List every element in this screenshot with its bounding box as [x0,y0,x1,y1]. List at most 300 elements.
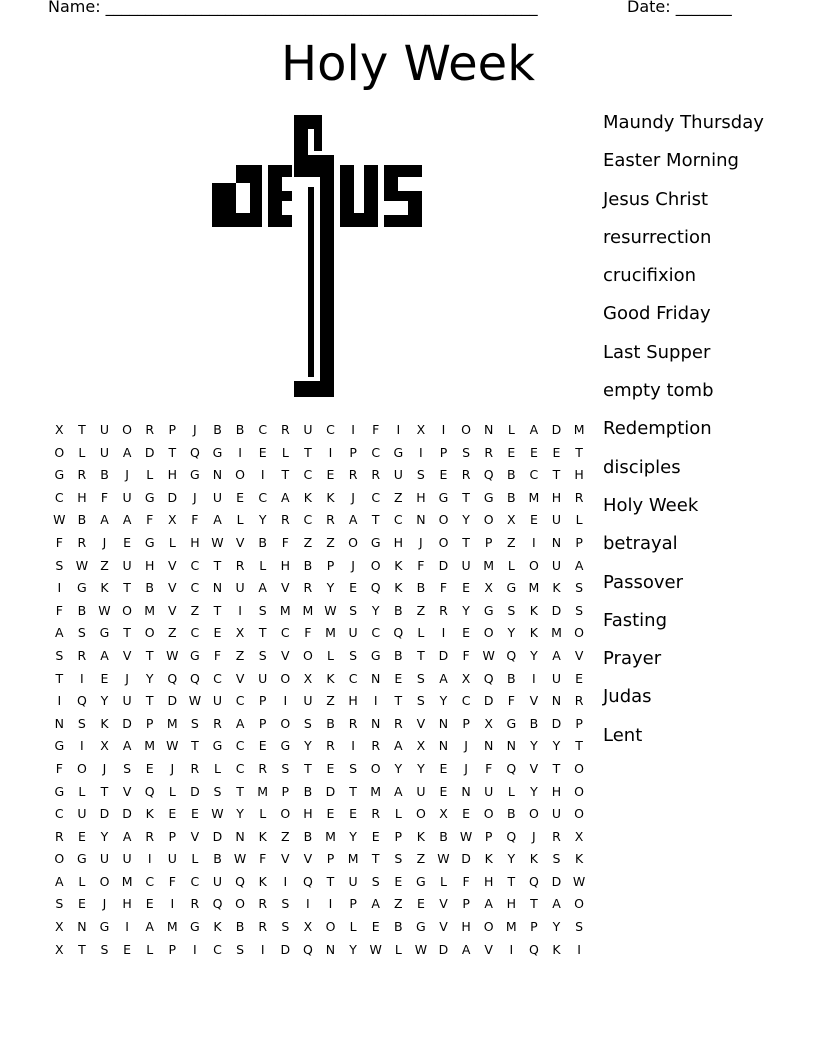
grid-letter: O [76,760,87,776]
grid-letter: E [168,806,177,822]
grid-letter: J [351,489,355,505]
grid-letter: W [98,602,111,618]
grid-letter: H [551,783,562,799]
grid-letter: O [461,422,472,437]
grid-letter: C [54,489,64,505]
grid-letter: P [484,534,493,550]
grid-letter: U [303,422,313,437]
word-bank-item: Fasting [603,609,668,631]
grid-letter: S [258,602,267,618]
grid-letter: G [54,738,65,754]
grid-letter: A [122,444,132,460]
grid-letter: Y [552,919,561,935]
grid-letter: T [552,760,561,776]
grid-letter: F [191,512,199,528]
grid-letter: K [100,580,109,596]
word-bank-item: Jesus Christ [603,188,709,210]
grid-letter: A [371,896,380,912]
grid-letter: C [235,738,245,754]
grid-letter: K [213,919,222,935]
grid-letter: K [303,489,312,505]
grid-letter: F [507,693,515,709]
grid-letter: R [393,715,403,731]
grid-letter: G [370,534,381,550]
grid-letter: S [394,851,403,867]
grid-letter: G [190,647,200,663]
grid-letter: I [306,896,310,912]
grid-letter: O [438,534,449,550]
grid-letter: X [55,941,64,957]
grid-letter: A [55,873,64,889]
grid-letter: H [348,693,358,709]
grid-letter: V [235,534,245,550]
grid-letter: Y [100,693,109,709]
grid-letter: D [122,715,132,731]
grid-letter: F [55,760,63,776]
grid-letter: I [532,670,536,686]
grid-letter: X [484,715,493,731]
grid-letter: V [574,647,584,663]
grid-letter: L [507,422,515,437]
grid-letter: W [188,693,202,709]
grid-letter: G [212,738,223,754]
grid-letter: G [54,783,65,799]
grid-letter: Z [190,602,200,618]
grid-letter: Q [212,896,223,912]
grid-letter: J [464,738,468,754]
grid-letter: U [122,489,132,505]
grid-letter: I [328,896,333,912]
grid-letter: G [190,467,200,483]
grid-letter: T [191,738,199,754]
grid-letter: M [166,919,178,935]
grid-letter: H [167,467,177,483]
grid-letter: K [258,873,267,889]
word-bank-item: empty tomb [603,380,714,402]
grid-letter: U [122,851,132,867]
grid-letter: R [326,512,335,528]
grid-letter: A [529,422,539,437]
grid-letter: X [100,738,109,754]
grid-letter: I [419,444,423,460]
grid-letter: V [281,647,290,663]
grid-letter: G [506,715,517,731]
grid-letter: I [441,625,446,641]
grid-letter: X [416,738,426,754]
grid-letter: N [325,941,336,957]
grid-letter: C [461,693,471,709]
grid-letter: J [193,422,197,437]
grid-letter: M [347,851,359,867]
grid-letter: A [100,647,109,663]
grid-letter: U [551,670,562,686]
grid-letter: P [575,534,583,550]
grid-letter: D [280,941,291,957]
grid-letter: B [439,828,448,844]
grid-letter: M [144,738,156,754]
grid-letter: L [78,873,86,889]
grid-letter: R [190,896,200,912]
grid-letter: G [438,489,449,505]
grid-letter: L [168,534,176,550]
word-bank [603,111,764,762]
grid-letter: C [190,873,200,889]
grid-letter: K [416,828,425,844]
grid-letter: C [326,422,335,437]
grid-letter: B [303,783,313,799]
grid-letter: D [325,783,336,799]
grid-letter: O [280,806,291,822]
grid-letter: E [507,444,516,460]
grid-letter: V [303,851,313,867]
grid-letter: O [574,625,585,641]
grid-letter: T [213,557,222,573]
name-field: Name: ______________________________________________________ [48,0,538,16]
grid-letter: W [482,647,495,663]
grid-letter: F [259,851,267,867]
grid-letter: D [438,557,449,573]
grid-letter: S [55,647,64,663]
grid-letter: L [168,783,176,799]
grid-letter: Y [530,647,538,663]
grid-letter: C [371,625,381,641]
grid-letter: O [574,783,585,799]
grid-letter: H [483,873,494,889]
grid-letter: V [190,828,200,844]
grid-letter: Y [258,512,267,528]
grid-letter: A [235,715,245,731]
grid-letter: H [190,534,200,550]
grid-letter: L [507,783,515,799]
grid-letter: T [394,693,403,709]
grid-letter: P [168,941,177,957]
grid-letter: V [416,715,426,731]
grid-letter: I [193,941,197,957]
grid-letter: M [121,873,133,889]
grid-letter: Y [145,670,154,686]
grid-letter: T [55,670,64,686]
grid-letter: W [211,806,224,822]
grid-letter: G [77,851,87,867]
grid-letter: G [506,580,517,596]
grid-letter: S [462,444,471,460]
grid-letter: O [574,896,585,912]
grid-letter: I [577,941,581,957]
grid-letter: Q [144,783,155,799]
grid-letter: Y [371,602,380,618]
word-bank-item: Easter Morning [603,150,739,172]
grid-letter: U [258,670,268,686]
grid-letter: L [78,444,86,460]
grid-letter: I [509,941,514,957]
grid-letter: P [168,422,177,437]
grid-letter: A [574,557,584,573]
grid-letter: T [462,489,470,505]
grid-letter: P [145,715,154,731]
grid-letter: C [190,557,200,573]
grid-letter: G [212,444,223,460]
grid-letter: R [326,738,335,754]
grid-letter: L [259,557,267,573]
grid-letter: T [371,851,380,867]
grid-letter: R [574,693,584,709]
grid-letter: A [394,738,403,754]
grid-letter: O [370,557,381,573]
grid-letter: P [326,851,335,867]
grid-letter: U [122,557,132,573]
grid-letter: E [552,444,561,460]
grid-letter: I [373,693,378,709]
grid-letter: S [575,919,584,935]
grid-letter: O [483,919,494,935]
grid-letter: S [303,715,312,731]
grid-letter: E [349,806,358,822]
word-bank-item: betrayal [603,533,678,555]
grid-letter: T [304,444,312,460]
word-bank-item: Judas [603,686,652,708]
grid-letter: E [462,625,471,641]
grid-letter: Y [236,806,244,822]
grid-letter: G [190,919,200,935]
grid-letter: C [258,422,268,437]
grid-letter: O [483,806,494,822]
grid-letter: E [123,534,132,550]
grid-letter: S [371,873,380,889]
grid-letter: I [328,444,333,460]
grid-letter: Y [326,580,335,596]
grid-letter: M [528,580,540,596]
grid-letter: T [123,625,131,641]
grid-letter: B [145,580,154,596]
grid-letter: O [528,557,539,573]
grid-letter: G [99,625,110,641]
grid-letter: E [439,783,448,799]
grid-letter: V [235,670,245,686]
grid-letter: K [529,851,538,867]
grid-letter: G [483,602,494,618]
grid-letter: N [371,715,381,731]
grid-letter: Q [506,828,517,844]
grid-letter: P [349,444,357,460]
grid-letter: B [258,534,267,550]
grid-letter: A [394,783,403,799]
grid-letter: P [530,919,538,935]
grid-letter: D [551,715,562,731]
grid-letter: H [393,534,403,550]
grid-letter: W [572,873,586,889]
grid-letter: A [55,625,64,641]
grid-letter: X [461,670,471,686]
grid-letter: T [417,647,425,663]
grid-letter: I [283,873,288,889]
grid-letter: U [235,580,245,596]
grid-letter: K [574,851,584,867]
grid-letter: E [462,806,471,822]
grid-letter: O [483,512,494,528]
grid-letter: V [168,602,177,618]
grid-letter: D [483,693,494,709]
grid-letter: R [258,919,268,935]
grid-letter: Z [416,602,426,618]
grid-letter: G [416,873,426,889]
grid-letter: C [303,512,313,528]
grid-letter: P [168,828,177,844]
grid-letter: P [281,783,290,799]
grid-letter: X [574,828,584,844]
grid-letter: W [324,602,337,618]
grid-letter: T [507,873,516,889]
grid-letter: Z [326,534,335,550]
grid-letter: V [168,557,177,573]
grid-letter: P [326,557,335,573]
grid-letter: I [238,444,242,460]
grid-letter: Q [302,873,313,889]
grid-letter: S [213,783,222,799]
grid-letter: T [530,896,538,912]
grid-letter: M [166,715,178,731]
grid-letter: B [416,580,426,596]
grid-letter: A [213,512,222,528]
grid-letter: A [281,489,290,505]
grid-letter: B [394,919,403,935]
grid-letter: X [484,580,493,596]
grid-letter: I [283,693,288,709]
grid-letter: L [191,851,199,867]
grid-letter: O [370,760,381,776]
grid-letter: N [416,512,426,528]
grid-letter: R [213,715,222,731]
grid-letter: J [464,760,468,776]
grid-letter: Y [530,738,538,754]
grid-letter: O [280,670,291,686]
grid-letter: F [439,580,448,596]
grid-letter: W [459,828,473,844]
grid-letter: Y [100,828,109,844]
grid-letter: H [506,896,516,912]
grid-letter: G [144,489,155,505]
grid-letter: F [281,534,289,550]
grid-letter: E [123,941,132,957]
grid-letter: F [462,647,470,663]
grid-letter: B [77,602,87,618]
grid-letter: D [212,828,223,844]
grid-letter: S [416,467,425,483]
grid-letter: I [238,602,242,618]
grid-letter: J [170,760,175,776]
grid-letter: C [529,467,539,483]
grid-letter: G [370,647,381,663]
grid-letter: Y [552,738,561,754]
grid-letter: L [236,512,244,528]
grid-letter: L [575,512,583,528]
grid-letter: L [417,625,425,641]
grid-letter: F [462,873,470,889]
grid-letter: D [99,806,110,822]
grid-letter: H [122,896,132,912]
grid-letter: N [484,738,494,754]
grid-letter: Q [483,467,494,483]
grid-letter: Z [281,828,290,844]
grid-letter: Q [167,670,178,686]
jesus-cross-logo [210,115,424,397]
grid-letter: T [575,444,583,460]
grid-letter: B [394,602,403,618]
grid-letter: E [416,896,425,912]
grid-letter: B [507,806,516,822]
grid-letter: N [77,919,87,935]
grid-letter: E [258,444,267,460]
grid-letter: X [55,919,64,935]
grid-letter: K [394,580,403,596]
grid-letter: A [461,941,471,957]
word-bank-item: Prayer [603,648,662,670]
grid-letter: R [303,580,313,596]
grid-letter: G [144,534,155,550]
grid-letter: T [575,738,583,754]
grid-letter: L [394,941,402,957]
grid-letter: T [213,602,222,618]
grid-letter: U [551,806,562,822]
grid-letter: Z [100,557,109,573]
grid-letter: C [213,670,222,686]
grid-letter: P [462,896,470,912]
grid-letter: R [552,828,561,844]
grid-letter: H [280,557,290,573]
grid-letter: B [77,512,87,528]
grid-letter: E [190,806,199,822]
grid-letter: T [123,580,131,596]
grid-letter: M [279,602,291,618]
grid-letter: C [54,806,64,822]
grid-letter: M [257,783,269,799]
word-bank-item: disciples [603,456,681,478]
grid-letter: L [507,557,515,573]
grid-letter: R [280,512,290,528]
grid-letter: E [371,919,380,935]
grid-letter: Z [394,896,403,912]
grid-letter: K [529,602,538,618]
grid-letter: S [349,647,358,663]
grid-letter: Q [483,670,494,686]
grid-letter: T [236,783,244,799]
grid-letter: B [213,422,222,437]
grid-letter: C [145,873,155,889]
grid-letter: V [122,783,132,799]
word-bank-item: Passover [603,571,683,593]
grid-letter: E [213,625,222,641]
grid-letter: J [193,489,197,505]
grid-letter: E [439,467,448,483]
date-field: Date: _______ [627,0,732,16]
grid-letter: D [461,851,471,867]
grid-letter: L [214,760,221,776]
grid-letter: O [54,444,65,460]
grid-letter: S [281,896,290,912]
grid-letter: S [552,851,561,867]
grid-letter: O [122,602,133,618]
grid-letter: K [484,851,493,867]
grid-letter: R [348,467,358,483]
grid-letter: E [145,760,154,776]
grid-letter: R [439,602,448,618]
grid-letter: R [258,896,268,912]
grid-letter: D [167,693,178,709]
grid-letter: A [552,896,561,912]
grid-letter: I [80,738,84,754]
grid-letter: F [417,557,425,573]
grid-letter: E [371,828,380,844]
grid-letter: T [349,783,357,799]
